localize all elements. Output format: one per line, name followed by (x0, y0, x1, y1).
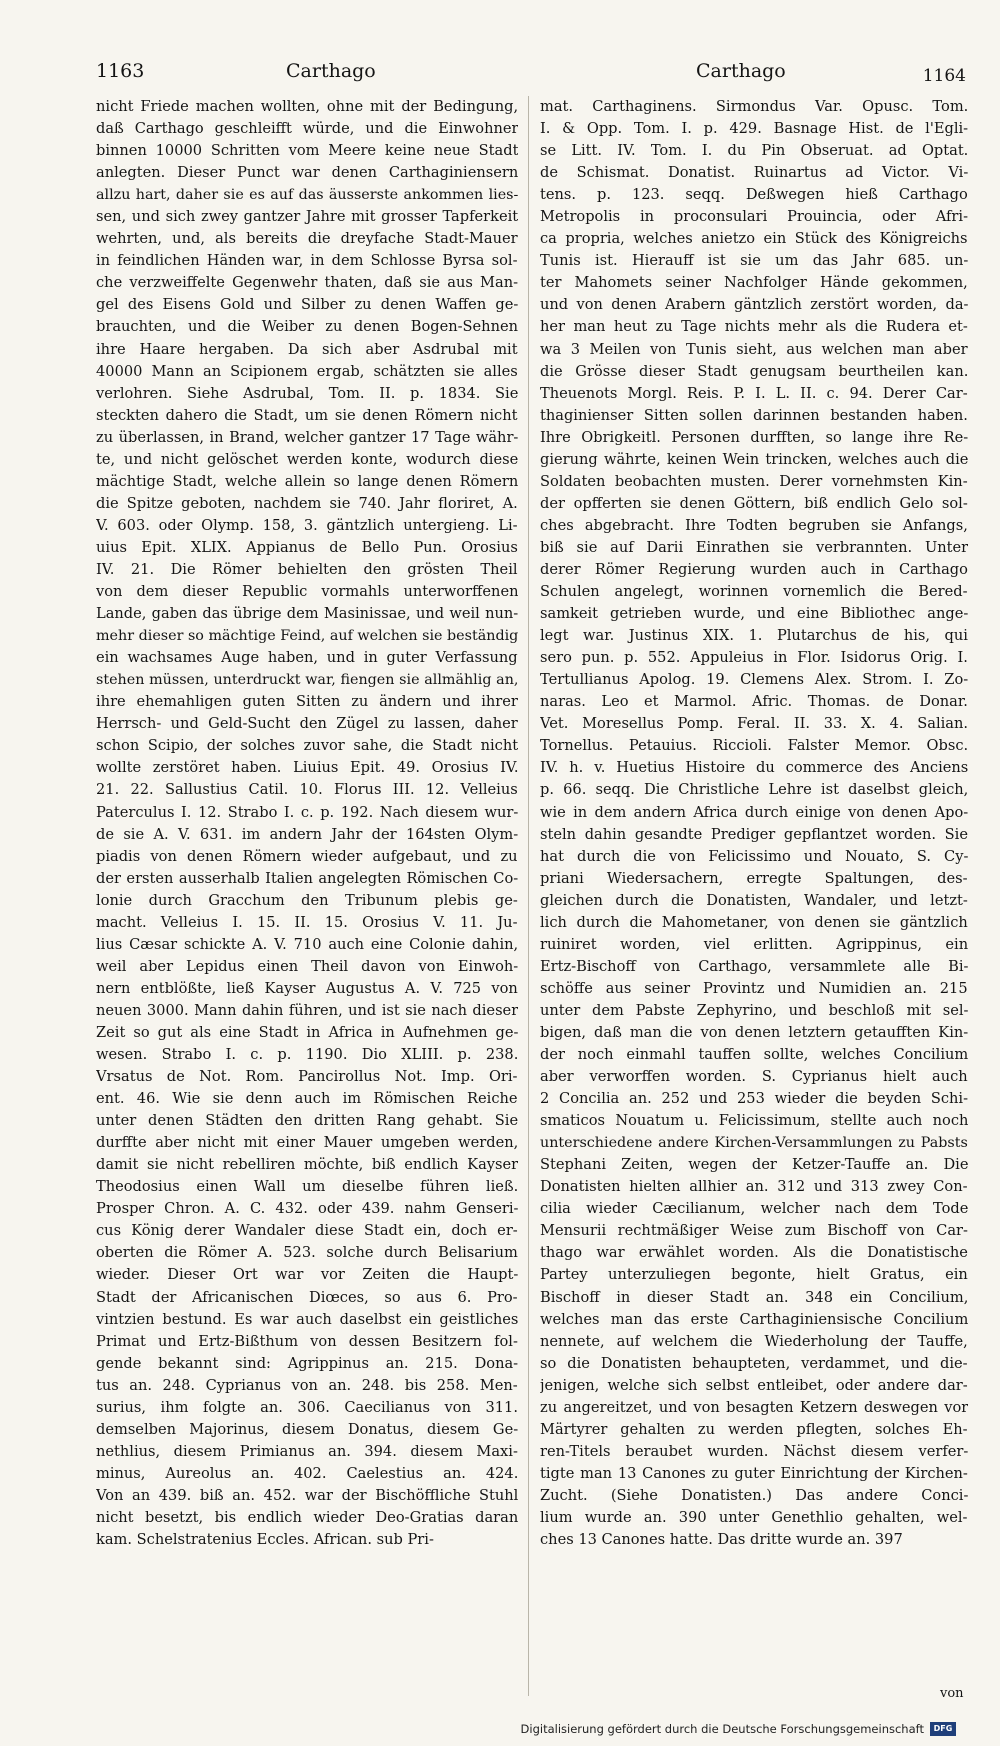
text-line: gleichen durch die Donatisten, Wandaler, und letzt- (540, 891, 968, 909)
text-line: Primat und Ertz-Bißthum von dessen Besitzern fol- (96, 1332, 518, 1350)
text-line: oberten die Römer A. 523. solche durch Belisarium (96, 1244, 518, 1262)
text-line: schöffe aus seiner Provintz und Numidien an. 215 (540, 979, 968, 997)
text-line: weil aber Lepidus einen Theil davon von Einwoh- (96, 957, 518, 975)
text-line: ca propria, welches anietzo ein Stück des Königreichs (540, 230, 968, 248)
text-line: de sie A. V. 631. im andern Jahr der 164sten Olym- (96, 825, 518, 843)
text-line: ren-Titels beraubet wurden. Nächst diesem verfer- (540, 1442, 968, 1460)
text-line: kam. Schelstratenius Eccles. African. sub Pri- (96, 1531, 434, 1549)
text-line: steckten dahero die Stadt, um sie denen Römern nicht (96, 406, 518, 424)
text-line: derer Römer Regierung wurden auch in Carthago (540, 560, 968, 578)
text-line: durffte aber nicht mit einer Mauer umgeben werden, (96, 1134, 518, 1152)
text-line: stehen müssen, unterdruckt war, fiengen sie allmählig an, (96, 672, 518, 689)
text-line: wollte zerstöret haben. Liuius Epit. 49. Orosius IV. (96, 759, 518, 777)
text-line: wie in dem andern Africa durch einige von denen Apo- (540, 803, 968, 821)
text-line: die Spitze geboten, nachdem sie 740. Jahr floriret, A. (96, 494, 518, 512)
text-line: unter denen Städten den dritten Rang gehabt. Sie (96, 1112, 518, 1130)
text-line: lius Cæsar schickte A. V. 710 auch eine Colonie dahin, (96, 935, 518, 953)
text-line: Stadt der Africanischen Diœces, so aus 6. Pro- (96, 1288, 518, 1306)
text-line: wa 3 Meilen von Tunis sieht, aus welchen man aber (540, 340, 968, 358)
text-line: unterschiedene andere Kirchen-Versammlungen zu Pabsts (540, 1135, 968, 1152)
text-line: I. & Opp. Tom. I. p. 429. Basnage Hist. de l'Egli- (540, 120, 968, 138)
text-line: cilia wieder Cæcilianum, welcher nach dem Tode (540, 1200, 968, 1218)
text-line: Tornellus. Petauius. Riccioli. Falster Memor. Obsc. (540, 737, 968, 755)
text-line: Prosper Chron. A. C. 432. oder 439. nahm Genseri- (96, 1200, 518, 1218)
text-line: demselben Majorinus, diesem Donatus, diesem Ge- (96, 1420, 518, 1438)
text-line: se Litt. IV. Tom. I. du Pin Obseruat. ad Optat. (540, 142, 968, 160)
text-line: mat. Carthaginens. Sirmondus Var. Opusc. Tom. (540, 98, 968, 115)
text-line: nicht Friede machen wollten, ohne mit der Bedingung, (96, 98, 518, 115)
text-line: lonie durch Gracchum den Tribunum plebis ge- (96, 891, 518, 909)
text-line: 40000 Mann an Scipionem ergab, schätzten sie alles (96, 362, 518, 380)
text-line: V. 603. oder Olymp. 158, 3. gäntzlich untergieng. Li- (96, 516, 518, 534)
text-line: von dem dieser Republic vormahls unterworffenen (96, 583, 518, 601)
text-line: IV. h. v. Huetius Histoire du commerce des Anciens (540, 759, 968, 777)
text-line: lich durch die Mahometaner, von denen sie gäntzlich (540, 913, 968, 931)
text-line: Ertz-Bischoff von Carthago, versammlete alle Bi- (540, 957, 968, 975)
text-line: ruiniret worden, viel erlitten. Agrippinus, ein (540, 935, 968, 953)
page-header (96, 60, 966, 90)
text-line: thago war erwählet worden. Als die Donatistische (540, 1244, 968, 1262)
text-line: vintzien bestund. Es war auch daselbst ein geistliches (96, 1310, 518, 1328)
text-line: cus König derer Wandaler diese Stadt ein, doch er- (96, 1222, 518, 1240)
text-line: te, und nicht gelöschet werden konte, wodurch diese (96, 450, 518, 468)
text-line: schon Scipio, der solches zuvor sahe, die Stadt nicht (96, 737, 518, 755)
text-line: Paterculus I. 12. Strabo I. c. p. 192. Nach diesem wur- (96, 803, 518, 821)
text-line: Stephani Zeiten, wegen der Ketzer-Tauffe an. Die (540, 1156, 968, 1174)
text-line: Partey unterzuliegen begonte, hielt Gratus, ein (540, 1266, 968, 1284)
text-line: Mensurii rechtmäßiger Weise zum Bischoff von Car- (540, 1222, 968, 1240)
text-line: ter Mahomets seiner Nachfolger Hände gekommen, (540, 274, 968, 292)
text-line: nennete, auf welchem die Wiederholung der Tauffe, (540, 1332, 968, 1350)
text-line: der opfferten sie denen Göttern, biß endlich Gelo sol- (540, 494, 968, 512)
text-line: surius, ihm folgte an. 306. Caecilianus von 311. (96, 1398, 518, 1416)
text-line: tus an. 248. Cyprianus von an. 248. bis 258. Men- (96, 1376, 518, 1394)
text-line: gierung währte, keinen Wein trincken, welches auch die (540, 450, 968, 468)
text-line: wieder. Dieser Ort war vor Zeiten die Haupt- (96, 1266, 518, 1284)
text-line: IV. 21. Die Römer behielten den grösten Theil (96, 560, 518, 578)
running-title-left: Carthago (286, 60, 376, 82)
text-line: wehrten, und, als bereits die dreyfache Stadt-Mauer (96, 230, 518, 248)
dfg-logo-icon: DFG (930, 1722, 956, 1736)
text-line: Lande, gaben das übrige dem Masinissae, und weil nun- (96, 605, 518, 623)
text-line: binnen 10000 Schritten vom Meere keine neue Stadt (96, 142, 518, 160)
page-number-left: 1163 (96, 60, 145, 82)
text-line: Soldaten beobachten musten. Derer vornehmsten Kin- (540, 472, 968, 490)
text-line: tigte man 13 Canones zu guter Einrichtung der Kirchen- (540, 1464, 968, 1482)
text-line: der ersten ausserhalb Italien angelegten Römischen Co- (96, 869, 518, 887)
right-text-column (540, 96, 968, 1551)
text-line: thaginienser Sitten sollen darinnen bestanden haben. (540, 406, 968, 424)
text-line: die Grösse dieser Stadt genugsam beurtheilen kan. (540, 362, 968, 380)
text-line: und von denen Arabern gäntzlich zerstört worden, da- (540, 296, 968, 314)
text-line: Vrsatus de Not. Rom. Pancirollus Not. Imp. Ori- (96, 1068, 518, 1086)
digitization-footer (521, 1722, 956, 1736)
text-line: gende bekannt sind: Agrippinus an. 215. Dona- (96, 1354, 518, 1372)
text-line: Donatisten hielten allhier an. 312 und 313 zwey Con- (540, 1178, 968, 1196)
text-line: hat durch die von Felicissimo und Nouato, S. Cy- (540, 847, 968, 865)
text-line: daß Carthago geschleifft würde, und die Einwohner (96, 120, 518, 138)
text-line: gel des Eisens Gold und Silber zu denen Waffen ge- (96, 296, 518, 314)
text-line: mehr dieser so mächtige Feind, auf welchen sie beständig (96, 628, 518, 645)
running-title-right: Carthago (696, 60, 786, 82)
text-line: aber verworffen worden. S. Cyprianus hielt auch (540, 1068, 968, 1086)
text-line: samkeit getrieben wurde, und eine Bibliothec ange- (540, 605, 968, 623)
text-line: macht. Velleius I. 15. II. 15. Orosius V. 11. Ju- (96, 913, 518, 931)
text-line: biß sie auf Darii Einrathen sie verbrannten. Unter (540, 538, 968, 556)
text-line: Von an 439. biß an. 452. war der Bischöffliche Stuhl (96, 1486, 518, 1504)
text-line: verlohren. Siehe Asdrubal, Tom. II. p. 1834. Sie (96, 384, 518, 402)
text-line: steln dahin gesandte Prediger gepflantzet worden. Sie (540, 825, 968, 843)
text-line: welches man das erste Carthaginiensische Concilium (540, 1310, 968, 1328)
text-line: Bischoff in dieser Stadt an. 348 ein Concilium, (540, 1288, 968, 1306)
text-line: zu angereitzet, und von besagten Ketzern deswegen vor (540, 1398, 968, 1416)
text-line: her man heut zu Tage nichts mehr als die Rudera et- (540, 318, 968, 336)
text-line: nethlius, diesem Primianus an. 394. diesem Maxi- (96, 1442, 518, 1460)
left-text-column (96, 96, 518, 1551)
text-line: 21. 22. Sallustius Catil. 10. Florus III. 12. Velleius (96, 781, 518, 799)
text-line: priani Wiedersachern, erregte Spaltungen, des- (540, 869, 968, 887)
text-line: der noch einmahl tauffen sollte, welches Concilium (540, 1046, 968, 1064)
text-line: Metropolis in proconsulari Prouincia, oder Afri- (540, 208, 968, 226)
text-line: Schulen angelegt, worinnen vornemlich die Bered- (540, 583, 968, 601)
text-line: brauchten, und die Weiber zu denen Bogen-Sehnen (96, 318, 518, 336)
text-line: in feindlichen Händen war, in dem Schlosse Byrsa sol- (96, 252, 518, 270)
text-line: lium wurde an. 390 unter Genethlio gehalten, wel- (540, 1509, 968, 1526)
text-line: sen, und sich zwey gantzer Jahre mit grosser Tapferkeit (96, 208, 518, 226)
text-line: Theodosius einen Wall um dieselbe führen ließ. (96, 1178, 518, 1196)
text-line: Zucht. (Siehe Donatisten.) Das andere Conci- (540, 1486, 968, 1504)
catchword: von (940, 1686, 964, 1701)
footer-credit: Digitalisierung gefördert durch die Deutsche Forschungsgemeinschaft (520, 1722, 924, 1736)
text-line: unter dem Pabste Zephyrino, und beschloß mit sel- (540, 1001, 968, 1019)
text-line: ihre Haare hergaben. Da sich aber Asdrubal mit (96, 340, 518, 358)
text-line: bigen, daß man die von denen letztern getaufften Kin- (540, 1023, 968, 1041)
text-line: sero pun. p. 552. Appuleius in Flor. Isidorus Orig. I. (540, 649, 968, 667)
text-line: uius Epit. XLIX. Appianus de Bello Pun. Orosius (96, 538, 518, 556)
text-line: de Schismat. Donatist. Ruinartus ad Victor. Vi- (540, 164, 968, 182)
text-line: Vet. Moresellus Pomp. Feral. II. 33. X. 4. Salian. (540, 715, 968, 733)
text-line: nern entblößte, ließ Kayser Augustus A. V. 725 von (96, 979, 518, 997)
text-line: ches 13 Canones hatte. Das dritte wurde an. 397 (540, 1531, 903, 1549)
column-divider (528, 96, 529, 1696)
text-line: piadis von denen Römern wieder aufgebaut, und zu (96, 847, 518, 865)
text-line: allzu hart, daher sie es auf das äusserste ankommen lies- (96, 187, 518, 204)
text-line: tens. p. 123. seqq. Deßwegen hieß Carthago (540, 186, 968, 204)
text-line: anlegten. Dieser Punct war denen Carthaginiensern (96, 164, 518, 182)
text-line: minus, Aureolus an. 402. Caelestius an. 424. (96, 1464, 518, 1482)
text-line: jenigen, welche sich selbst entleibet, oder andere dar- (540, 1376, 968, 1394)
text-line: nicht besetzt, bis endlich wieder Deo-Gratias daran (96, 1509, 518, 1526)
text-line: ein wachsames Auge haben, und in guter Verfassung (96, 649, 518, 667)
text-line: ches abgebracht. Ihre Todten begruben sie Anfangs, (540, 516, 968, 534)
text-line: neuen 3000. Mann dahin führen, und ist sie nach dieser (96, 1001, 518, 1019)
text-line: Zeit so gut als eine Stadt in Africa in Aufnehmen ge- (96, 1023, 518, 1041)
text-line: che verzweiffelte Gegenwehr thaten, daß sie aus Man- (96, 274, 518, 292)
text-line: 2 Concilia an. 252 und 253 wieder die beyden Schi- (540, 1090, 968, 1108)
text-line: Ihre Obrigkeitl. Personen durfften, so lange ihre Re- (540, 428, 968, 446)
text-line: Märtyrer gehalten zu werden pflegten, solches Eh- (540, 1420, 968, 1438)
text-line: mächtige Stadt, welche allein so lange denen Römern (96, 472, 518, 490)
text-line: legt war. Justinus XIX. 1. Plutarchus de his, qui (540, 627, 968, 645)
text-line: Tunis ist. Hierauff ist sie um das Jahr 685. un- (540, 252, 968, 270)
text-line: Tertullianus Apolog. 19. Clemens Alex. Strom. I. Zo- (540, 671, 968, 689)
text-line: smaticos Nouatum u. Felicissimum, stellte auch noch (540, 1112, 968, 1130)
text-line: Theuenots Morgl. Reis. P. I. L. II. c. 94. Derer Car- (540, 384, 968, 402)
text-line: damit sie nicht rebelliren möchte, biß endlich Kayser (96, 1156, 518, 1174)
text-line: so die Donatisten behaupteten, verdammet, und die- (540, 1354, 968, 1372)
text-line: naras. Leo et Marmol. Afric. Thomas. de Donar. (540, 693, 968, 711)
text-line: ihre ehemahligen guten Sitten zu ändern und ihrer (96, 693, 518, 711)
text-line: p. 66. seqq. Die Christliche Lehre ist daselbst gleich, (540, 781, 968, 799)
text-line: zu überlassen, in Brand, welcher gantzer 17 Tage währ- (96, 428, 518, 446)
text-line: wesen. Strabo I. c. p. 1190. Dio XLIII. p. 238. (96, 1046, 518, 1064)
text-line: ent. 46. Wie sie denn auch im Römischen Reiche (96, 1090, 518, 1108)
page-number-right: 1164 (922, 66, 966, 86)
text-line: Herrsch- und Geld-Sucht den Zügel zu lassen, daher (96, 715, 518, 733)
